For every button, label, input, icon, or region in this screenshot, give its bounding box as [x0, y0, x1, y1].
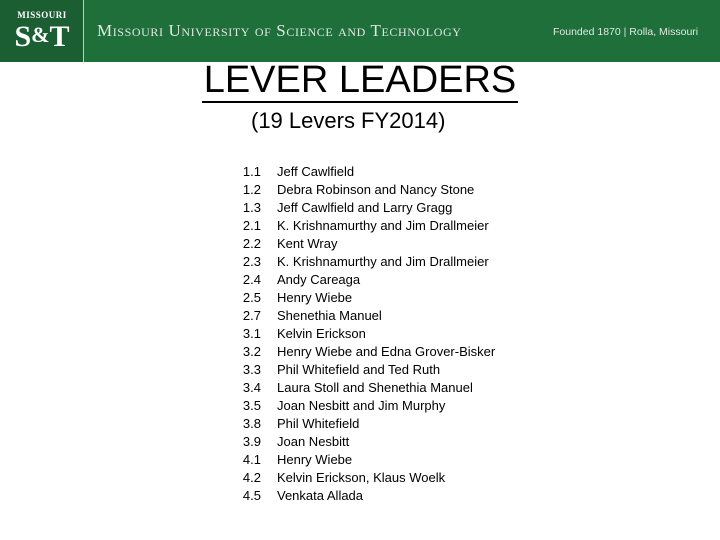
lever-number: 3.5 [242, 398, 261, 413]
lever-row [238, 235, 495, 253]
lever-leaders: Jeff Cawlfield and Larry Gragg [277, 200, 453, 215]
slide-subtitle: (19 Levers FY2014) [251, 108, 446, 133]
lever-row [238, 289, 495, 307]
lever-row [238, 253, 495, 271]
lever-number: 2.4 [242, 272, 261, 287]
lever-row [238, 469, 495, 487]
lever-row [238, 325, 495, 343]
lever-leaders: Jeff Cawlfield [277, 164, 355, 179]
lever-number: 3.3 [242, 362, 261, 377]
lever-leaders: Andy Careaga [277, 272, 361, 287]
lever-row [238, 379, 495, 397]
lever-row [238, 199, 495, 217]
lever-leaders: K. Krishnamurthy and Jim Drallmeier [277, 254, 489, 269]
lever-leaders: Shenethia Manuel [277, 308, 382, 323]
lever-number: 2.2 [242, 236, 261, 251]
lever-number: 3.9 [242, 434, 261, 449]
lever-row [238, 307, 495, 325]
slide-title-wrap [0, 59, 720, 103]
slide-title: LEVER LEADERS [203, 59, 517, 101]
lever-number: 2.3 [242, 254, 261, 269]
lever-row [238, 271, 495, 289]
lever-leaders: Phil Whitefield and Ted Ruth [277, 362, 441, 377]
header-banner [0, 0, 720, 62]
lever-leaders: Phil Whitefield [277, 416, 360, 431]
lever-number: 2.7 [242, 308, 261, 323]
lever-row [238, 433, 495, 451]
lever-leaders: Henry Wiebe [277, 290, 353, 305]
lever-number: 4.1 [242, 452, 261, 467]
lever-leaders: Henry Wiebe [277, 452, 353, 467]
logo-letter-t: T [49, 20, 70, 53]
lever-row [238, 163, 495, 181]
lever-leaders: K. Krishnamurthy and Jim Drallmeier [277, 218, 489, 233]
lever-row [238, 361, 495, 379]
lever-number: 3.8 [242, 416, 261, 431]
founded-text: Founded 1870 | Rolla, Missouri [553, 26, 699, 38]
lever-number: 1.3 [242, 200, 261, 215]
lever-leaders: Venkata Allada [277, 488, 364, 503]
lever-leaders: Joan Nesbitt and Jim Murphy [277, 398, 446, 413]
lever-number: 4.5 [242, 488, 261, 503]
lever-number: 1.1 [242, 164, 261, 179]
lever-row [238, 397, 495, 415]
lever-number: 3.1 [242, 326, 261, 341]
lever-leaders: Henry Wiebe and Edna Grover-Bisker [277, 344, 496, 359]
lever-number: 4.2 [242, 470, 261, 485]
logo-top-text: MISSOURI [17, 10, 67, 20]
lever-row [238, 415, 495, 433]
lever-row [238, 451, 495, 469]
lever-number: 2.1 [242, 218, 261, 233]
lever-row [238, 181, 495, 199]
lever-row [238, 343, 495, 361]
logo-monogram [0, 18, 84, 54]
lever-leaders: Kelvin Erickson, Klaus Woelk [277, 470, 446, 485]
lever-row [238, 217, 495, 235]
lever-leaders: Debra Robinson and Nancy Stone [277, 182, 475, 197]
lever-leaders: Joan Nesbitt [277, 434, 350, 449]
logo-letter-s: S [14, 20, 32, 53]
lever-number: 3.2 [242, 344, 261, 359]
lever-leaders: Kent Wray [277, 236, 338, 251]
logo-ampersand: & [31, 22, 50, 47]
lever-number: 3.4 [242, 380, 261, 395]
lever-number: 1.2 [242, 182, 261, 197]
lever-row [238, 487, 495, 505]
lever-leaders: Laura Stoll and Shenethia Manuel [277, 380, 473, 395]
lever-number: 2.5 [242, 290, 261, 305]
lever-leaders: Kelvin Erickson [277, 326, 366, 341]
university-logo [0, 0, 84, 62]
lever-list [238, 163, 495, 505]
university-name: Missouri University of Science and Technology [97, 21, 462, 40]
